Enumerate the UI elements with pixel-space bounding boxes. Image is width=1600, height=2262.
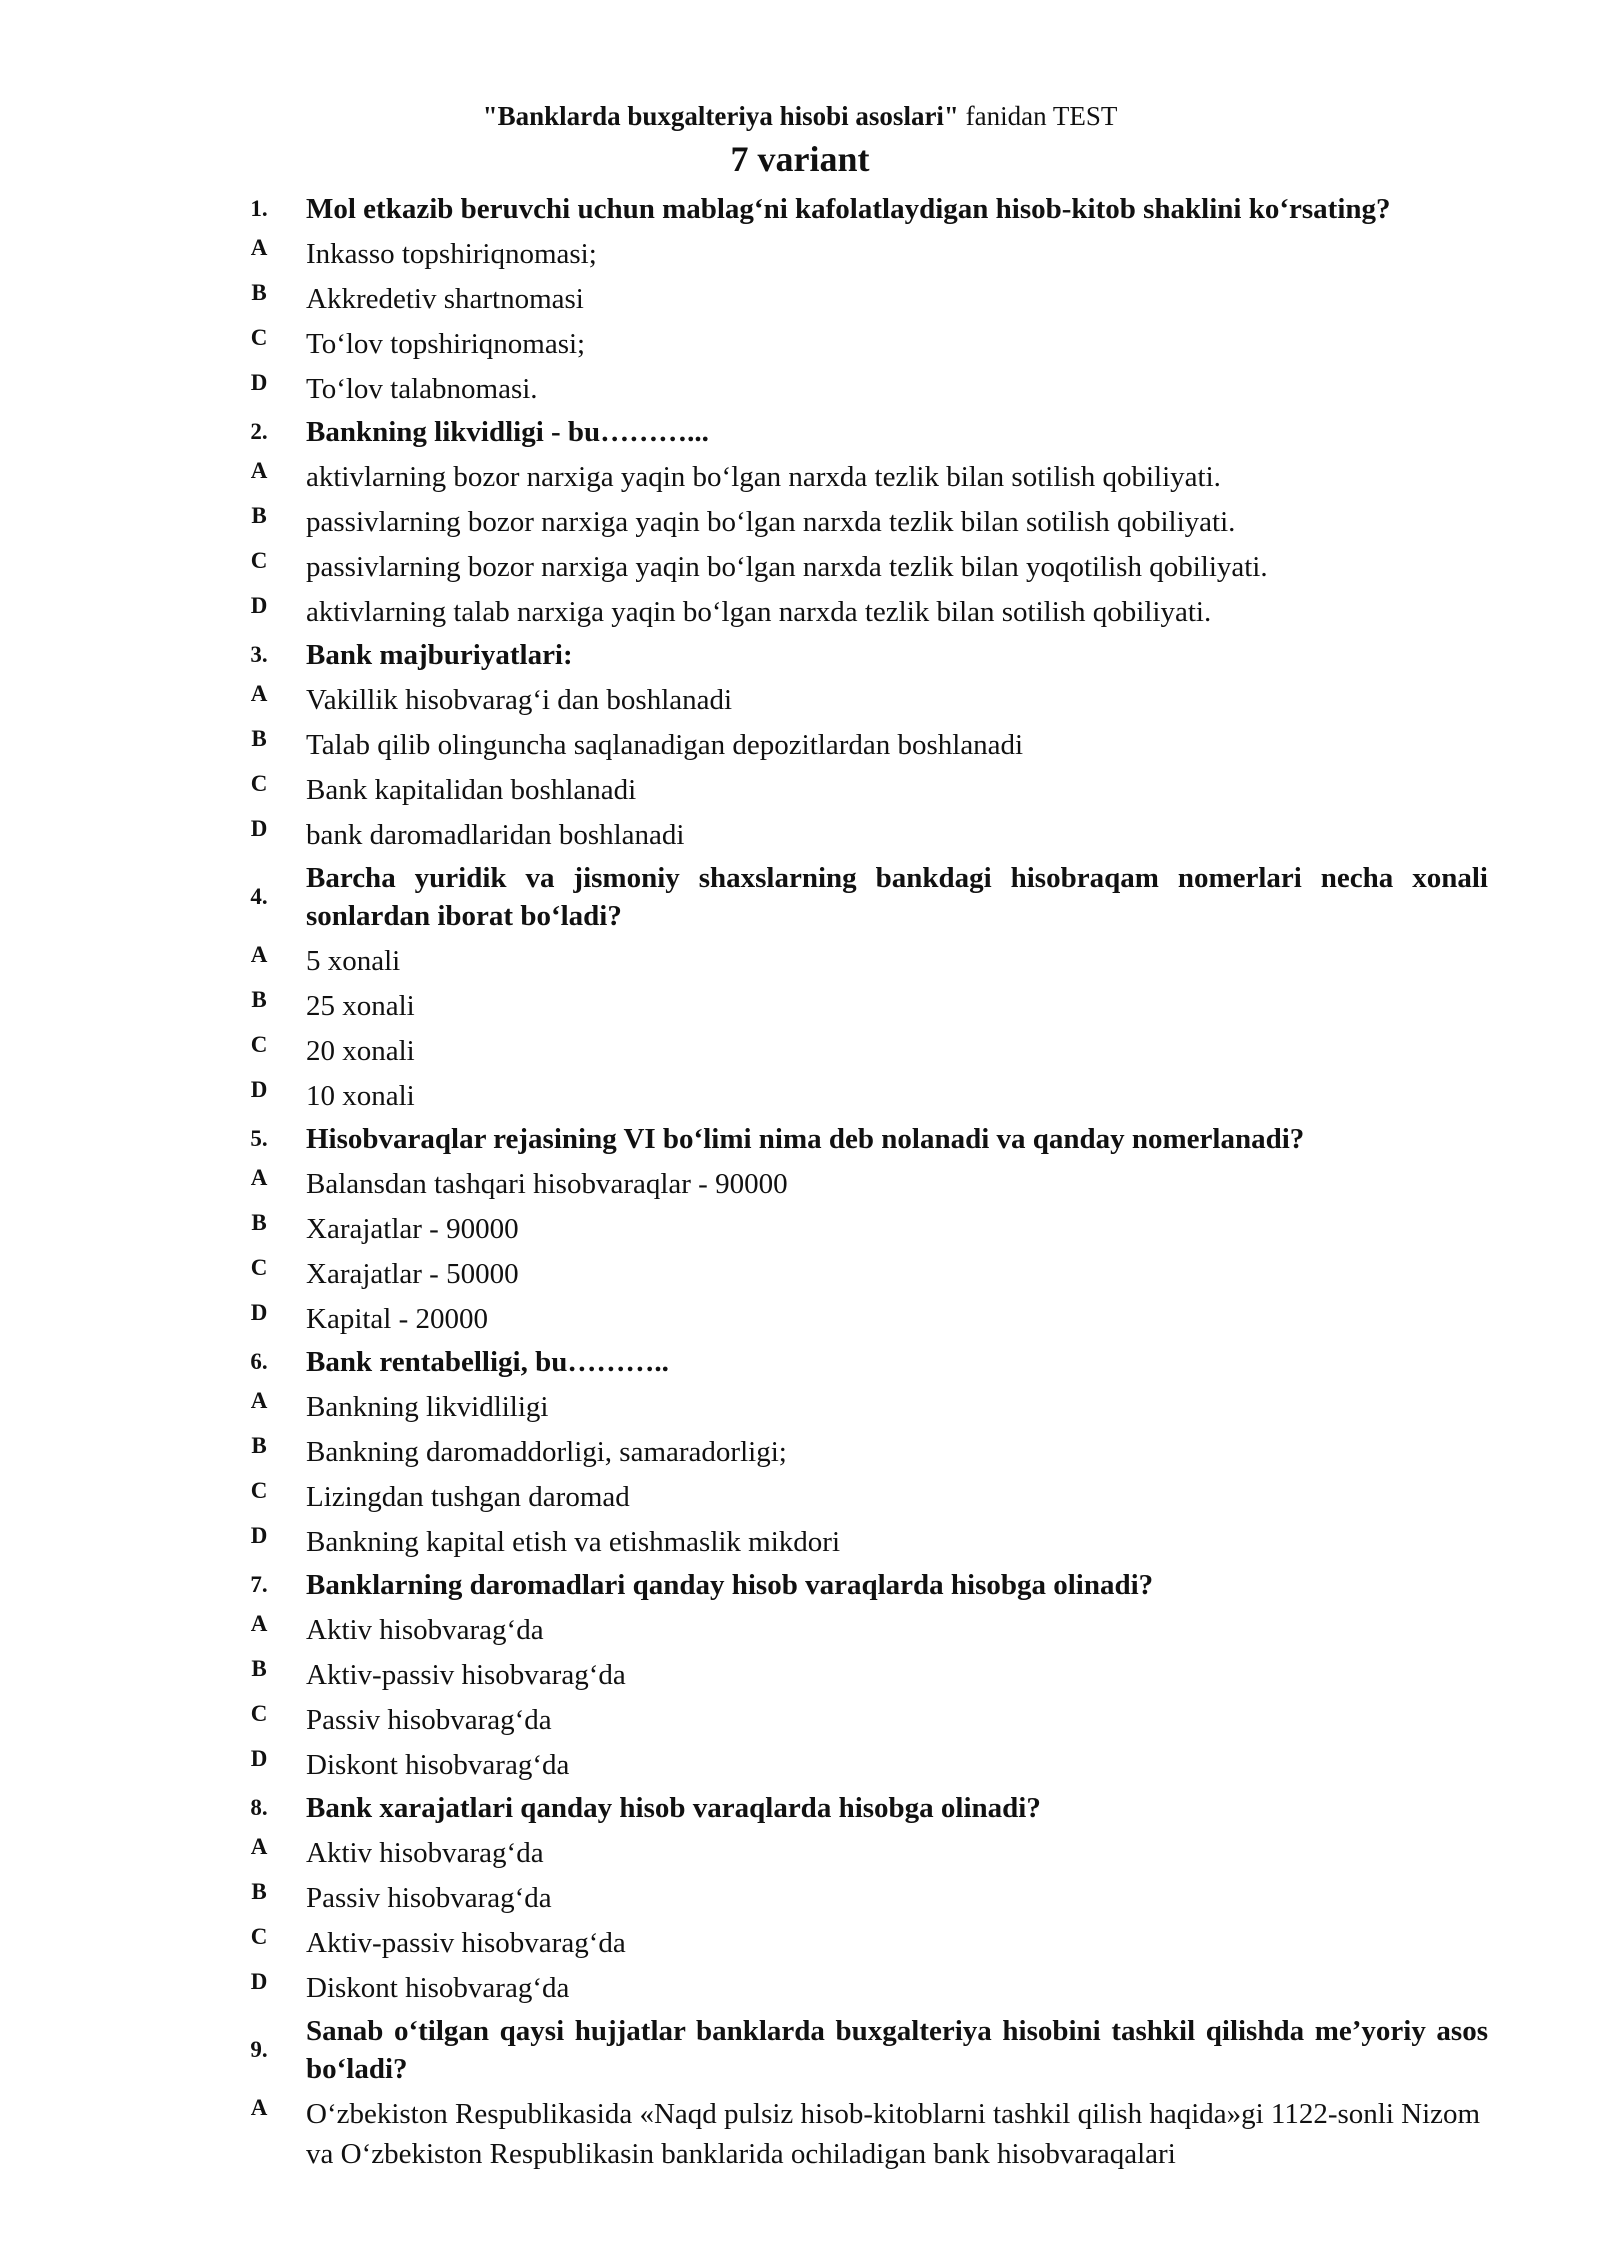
option-letter: C (250, 325, 268, 350)
option-letter: A (250, 458, 268, 483)
option-text: Passiv hisobvarag‘da (306, 1882, 552, 1914)
option-letter: A (250, 1165, 268, 1190)
option-letter: C (250, 1478, 268, 1503)
answer-option (238, 366, 1488, 409)
question-number: 8. (250, 1795, 268, 1820)
question-number: 1. (250, 196, 268, 221)
option-text: Diskont hisobvarag‘da (306, 1749, 570, 1781)
option-letter: A (250, 1388, 268, 1413)
option-text: Akkredetiv shartnomasi (306, 283, 584, 315)
answer-option (238, 812, 1488, 855)
question-number: 6. (250, 1349, 268, 1374)
question-row (238, 1789, 1488, 1827)
answer-option (238, 1742, 1488, 1785)
answer-option (238, 1296, 1488, 1339)
option-letter: A (250, 942, 268, 967)
answer-option (238, 1206, 1488, 1249)
question-text: Bank majburiyatlari: (306, 639, 573, 671)
option-text: aktivlarning talab narxiga yaqin bo‘lgan narxda tezlik bilan sotilish qobiliyati. (306, 596, 1212, 628)
option-letter: D (250, 593, 268, 618)
option-text: Aktiv hisobvarag‘da (306, 1837, 544, 1869)
question-number: 5. (250, 1126, 268, 1151)
option-letter: C (250, 1032, 268, 1057)
option-letter: A (250, 681, 268, 706)
option-text: Talab qilib olinguncha saqlanadigan depozitlardan boshlanadi (306, 729, 1024, 761)
answer-option (238, 767, 1488, 810)
subject-title: "Banklarda buxgalteriya hisobi asoslari" (482, 101, 959, 131)
option-text: Aktiv-passiv hisobvarag‘da (306, 1927, 626, 1959)
option-letter: B (251, 280, 267, 305)
answer-option (238, 499, 1488, 542)
question-list (238, 186, 1488, 2176)
option-letter: C (250, 548, 268, 573)
answer-option (238, 1028, 1488, 1071)
answer-option (238, 276, 1488, 319)
question-text: Mol etkazib beruvchi uchun mablag‘ni kafolatlaydigan hisob-kitob shaklini ko‘rsating? (306, 193, 1391, 225)
option-letter: A (250, 2095, 268, 2120)
option-text: Xarajatlar - 50000 (306, 1258, 519, 1290)
option-text: Aktiv-passiv hisobvarag‘da (306, 1659, 626, 1691)
question-number: 9. (250, 2037, 268, 2062)
option-letter: D (250, 816, 268, 841)
answer-option (238, 231, 1488, 274)
option-letter: B (251, 1879, 267, 1904)
option-letter: D (250, 1746, 268, 1771)
answer-option (238, 1519, 1488, 1562)
option-text: Vakillik hisobvarag‘i dan boshlanadi (306, 684, 733, 716)
answer-option (238, 677, 1488, 720)
option-text: Bankning daromaddorligi, samaradorligi; (306, 1436, 787, 1468)
option-text: Passiv hisobvarag‘da (306, 1704, 552, 1736)
answer-option (238, 321, 1488, 364)
answer-option (238, 1073, 1488, 1116)
option-letter: D (250, 1523, 268, 1548)
answer-option (238, 983, 1488, 1026)
option-letter: B (251, 987, 267, 1012)
option-text: Kapital - 20000 (306, 1303, 489, 1335)
answer-option (238, 1830, 1488, 1873)
question-row (238, 1566, 1488, 1604)
option-text: Bankning likvidliligi (306, 1391, 549, 1423)
question-text: Bankning likvidligi - bu………... (306, 416, 709, 448)
option-letter: B (251, 503, 267, 528)
answer-option (238, 1697, 1488, 1740)
answer-option (238, 1384, 1488, 1427)
option-letter: D (250, 1969, 268, 1994)
answer-option (238, 544, 1488, 587)
option-letter: C (250, 1924, 268, 1949)
subject-line (0, 98, 1600, 134)
option-text: To‘lov topshiriqnomasi; (306, 328, 586, 360)
option-text: Balansdan tashqari hisobvaraqlar - 90000 (306, 1168, 788, 1200)
answer-option (238, 1920, 1488, 1963)
question-row (238, 413, 1488, 451)
option-text: To‘lov talabnomasi. (306, 373, 538, 405)
variant-title: 7 variant (730, 139, 870, 179)
question-text: Bank rentabelligi, bu……….. (306, 1346, 669, 1378)
answer-option (238, 1607, 1488, 1650)
option-letter: A (250, 1611, 268, 1636)
answer-option (238, 938, 1488, 981)
question-number: 4. (250, 884, 268, 909)
option-letter: A (250, 235, 268, 260)
option-text: 20 xonali (306, 1035, 415, 1067)
option-letter: B (251, 1656, 267, 1681)
option-text: Bankning kapital etish va etishmaslik mikdori (306, 1526, 841, 1558)
answer-option (238, 1161, 1488, 1204)
option-text: passivlarning bozor narxiga yaqin bo‘lgan narxda tezlik bilan sotilish qobiliyati. (306, 506, 1236, 538)
answer-option (238, 1875, 1488, 1918)
option-text: O‘zbekiston Respublikasida «Naqd pulsiz hisob-kitoblarni tashkil qilish haqida»gi 1122-sonli Nizom va O‘zbekiston Respublikasin banklarida ochiladigan bank hisobvaraqalari (306, 2098, 1481, 2170)
answer-option (238, 1474, 1488, 1517)
option-text: bank daromadlaridan boshlanadi (306, 819, 685, 851)
option-text: 5 xonali (306, 945, 401, 977)
option-text: 10 xonali (306, 1080, 415, 1112)
option-letter: C (250, 1701, 268, 1726)
option-text: Aktiv hisobvarag‘da (306, 1614, 544, 1646)
option-letter: C (250, 771, 268, 796)
subject-suffix: fanidan TEST (958, 101, 1118, 131)
option-letter: D (250, 1077, 268, 1102)
question-text: Barcha yuridik va jismoniy shaxslarning bankdagi hisobraqam nomerlari necha xonali sonlardan iborat bo‘ladi? (306, 862, 1488, 932)
answer-option (238, 1251, 1488, 1294)
question-row (238, 1120, 1488, 1158)
answer-option (238, 589, 1488, 632)
question-number: 7. (250, 1572, 268, 1597)
option-letter: D (250, 370, 268, 395)
question-row (238, 1343, 1488, 1381)
option-text: Diskont hisobvarag‘da (306, 1972, 570, 2004)
question-row (238, 190, 1488, 228)
question-text: Bank xarajatlari qanday hisob varaqlarda hisobga olinadi? (306, 1792, 1041, 1824)
option-text: Xarajatlar - 90000 (306, 1213, 519, 1245)
test-header (0, 98, 1600, 182)
question-number: 3. (250, 642, 268, 667)
option-text: Lizingdan tushgan daromad (306, 1481, 630, 1513)
option-letter: D (250, 1300, 268, 1325)
option-letter: C (250, 1255, 268, 1280)
question-text: Sanab o‘tilgan qaysi hujjatlar banklarda buxgalteriya hisobini tashkil qilishda me’yoriy asos bo‘ladi? (306, 2015, 1488, 2085)
answer-option (238, 1429, 1488, 1472)
question-text: Banklarning daromadlari qanday hisob varaqlarda hisobga olinadi? (306, 1569, 1154, 1601)
option-text: aktivlarning bozor narxiga yaqin bo‘lgan narxda tezlik bilan sotilish qobiliyati. (306, 461, 1221, 493)
option-letter: A (250, 1834, 268, 1859)
question-text: Hisobvaraqlar rejasining VI bo‘limi nima deb nolanadi va qanday nomerlanadi? (306, 1123, 1305, 1155)
question-row (238, 2012, 1488, 2088)
answer-option (238, 2091, 1488, 2174)
answer-option (238, 1965, 1488, 2008)
question-row (238, 859, 1488, 935)
option-text: Bank kapitalidan boshlanadi (306, 774, 637, 806)
option-letter: B (251, 1210, 267, 1235)
answer-option (238, 454, 1488, 497)
option-text: passivlarning bozor narxiga yaqin bo‘lgan narxda tezlik bilan yoqotilish qobiliyati. (306, 551, 1268, 583)
question-number: 2. (250, 419, 268, 444)
question-row (238, 636, 1488, 674)
option-text: Inkasso topshiriqnomasi; (306, 238, 597, 270)
answer-option (238, 1652, 1488, 1695)
answer-option (238, 722, 1488, 765)
option-text: 25 xonali (306, 990, 415, 1022)
option-letter: B (251, 726, 267, 751)
option-letter: B (251, 1433, 267, 1458)
